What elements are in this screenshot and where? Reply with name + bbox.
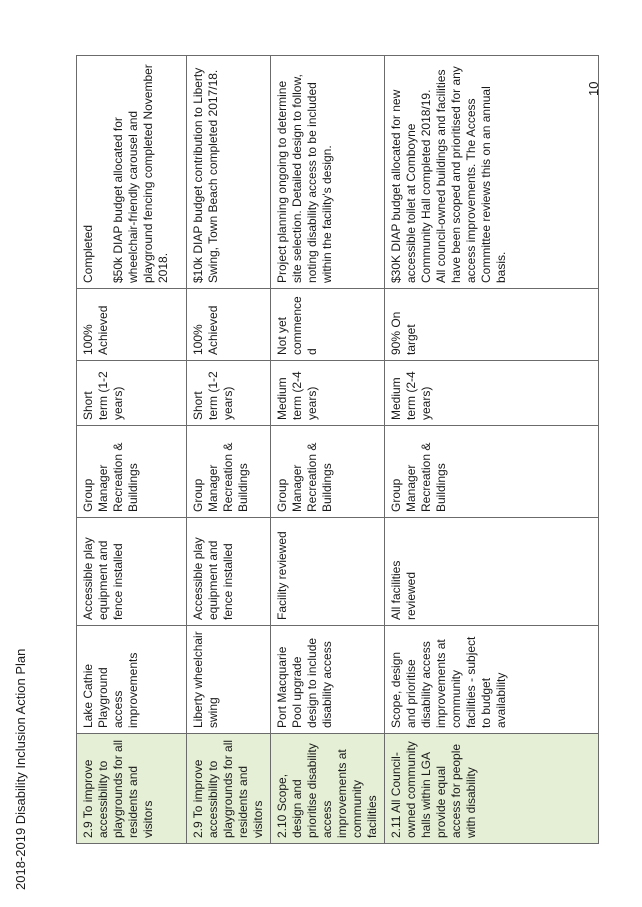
document-footer-title: 2018-2019 Disability Inclusion Action Plan — [13, 648, 28, 890]
table-row — [385, 56, 599, 844]
timeframe-cell: Medium term (2-4 years) — [271, 361, 385, 426]
table-row — [271, 56, 385, 844]
action-cell: Liberty wheelchair swing — [187, 626, 271, 734]
responsibility-cell: Group Manager Recreation & Buildings — [77, 426, 187, 518]
progress-cell — [77, 56, 187, 289]
action-cell: Lake Cathie Playground access improvements — [77, 626, 187, 734]
timeframe-cell: Medium term (2-4 years) — [385, 361, 599, 426]
table-row — [187, 56, 271, 844]
objective-cell: 2.11 All Council-owned community halls within LGA provide equal access for people with disability — [385, 734, 599, 844]
objective-cell: 2.10 Scope, design and prioritise disability access improvements at community facilities — [271, 734, 385, 844]
measure-cell: Accessible play equipment and fence installed — [187, 518, 271, 626]
progress-cell — [187, 56, 271, 289]
responsibility-cell: Group Manager Recreation & Buildings — [271, 426, 385, 518]
status-cell: 100% Achieved — [77, 289, 187, 361]
progress-text: $30K DIAP budget allocated for new accessible toilet at Comboyne Community Hall completed 2018/19. All council-owned buildings and facilities have been scoped and prioritised for any access improvements. The Access Committee reviews this on an annual basis. — [389, 66, 508, 283]
action-cell: Scope, design and prioritise disability access improvements at community facilities - subject to budget availability — [385, 626, 599, 734]
page-number: 10 — [586, 81, 601, 96]
rotated-page-content — [76, 56, 571, 844]
progress-text: $10k DIAP budget contribution to Liberty Swing, Town Beach completed 2017/18. — [191, 67, 220, 283]
progress-cell — [271, 56, 385, 289]
objective-cell: 2.9 To improve accessibility to playgrounds for all residents and visitors — [77, 734, 187, 844]
progress-text: Project planning ongoing to determine site selection. Detailed design to follow, noting disability access to be included within the facility's design. — [275, 74, 334, 283]
status-cell: 100% Achieved — [187, 289, 271, 361]
progress-cell — [385, 56, 599, 289]
timeframe-cell: Short term (1-2 years) — [187, 361, 271, 426]
status-cell: 90% On target — [385, 289, 599, 361]
status-cell: Not yet commenced — [271, 289, 385, 361]
timeframe-cell: Short term (1-2 years) — [77, 361, 187, 426]
progress-text: Completed $50k DIAP budget allocated for wheelchair-friendly carousel and playground fencing completed November 2018. — [81, 64, 170, 283]
action-plan-table — [76, 55, 599, 844]
measure-cell: Facility reviewed — [271, 518, 385, 626]
table-row — [77, 56, 187, 844]
measure-cell: All facilities reviewed — [385, 518, 599, 626]
measure-cell: Accessible play equipment and fence installed — [77, 518, 187, 626]
action-cell: Port Macquarie Pool upgrade design to include disability access — [271, 626, 385, 734]
objective-cell: 2.9 To improve accessibility to playgrounds for all residents and visitors — [187, 734, 271, 844]
responsibility-cell: Group Manager Recreation & Buildings — [187, 426, 271, 518]
responsibility-cell: Group Manager Recreation & Buildings — [385, 426, 599, 518]
